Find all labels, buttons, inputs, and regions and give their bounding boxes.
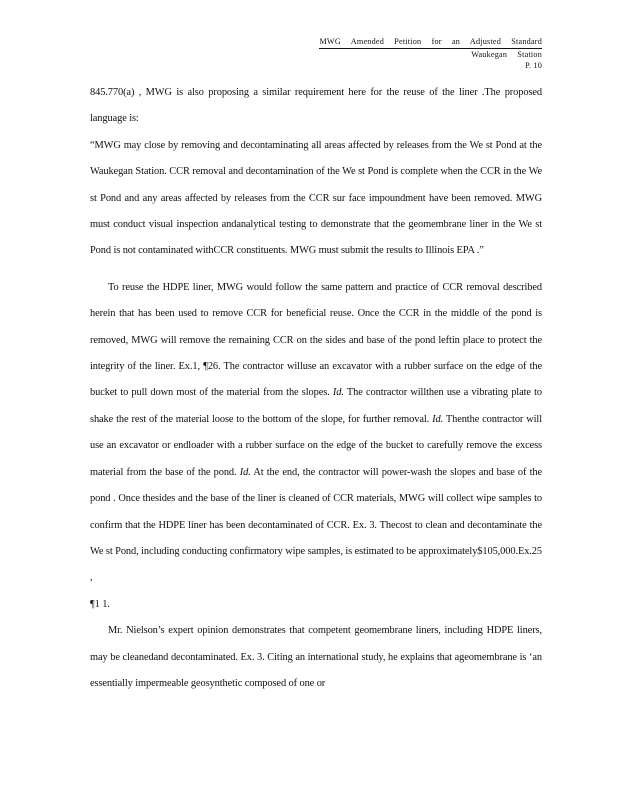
paragraph-liner-reuse-part-d: At the end, the contractor will power-wash the slopes and base of the pond . Once thesides and the base of the liner is cleaned of CCR materials, MWG will collect wipe samples to confirm that the HDPE liner has been decontaminated of CCR. Ex. 3. Thecost to clean and decontaminate the We st Pond, including conducting confirmatory wipe samples, is estimated to be approximately$105,000.Ex.25 , bbox=[90, 466, 542, 584]
paragraph-expert-opinion: Mr. Nielson’s expert opinion demonstrates that competent geomembrane liners, including HDPE liners, may be cleanedand decontaminated. Ex. 3. Citing an international study, he explains that ageomembrane is ‘an essentially impermeable geosynthetic composed of one or bbox=[90, 625, 542, 689]
citation-id: Id. bbox=[432, 413, 444, 425]
header-station: Waukegan Station bbox=[471, 50, 542, 59]
paragraph-liner-reuse bbox=[90, 275, 542, 592]
paragraph-liner-reuse-part-c: Thenthe contractor will use an excavator or endloader with a rubber surface on the edge of the bucket to carefully remove the excess material from the base of the pond. bbox=[90, 413, 542, 478]
page-number: P. 10 bbox=[525, 61, 542, 70]
paragraph-liner-reuse-part-a: To reuse the HDPE liner, MWG would follow the same pattern and practice of CCR removal described herein that has been used to remove CCR for beneficial reuse. Once the CCR in the middle of the pond is removed, MWG will remove the remaining CCR on the sides and base of the pond leftin place to protect the integrity of the liner. Ex.1, ¶26. The contractor willuse an excavator with a rubber surface on the edge of the bucket to pull down most of the material from the slopes. bbox=[90, 281, 542, 399]
paragraph-citation-end: ¶1 1. bbox=[90, 598, 110, 610]
header-title: MWG Amended Petition for an Adjusted Standard bbox=[319, 36, 542, 49]
citation-id: Id. bbox=[332, 387, 344, 399]
running-header bbox=[319, 36, 542, 71]
citation-id: Id. bbox=[239, 466, 251, 478]
document-body bbox=[90, 80, 542, 697]
block-quote: “MWG may close by removing and decontaminating all areas affected by releases from the We st Pond at the Waukegan Station. CCR removal and decontamination of the We st Pond is complete when the CCR in the We st Pond and any areas affected by releases from the CCR sur face impoundment have been removed. MWG must conduct visual inspection andanalytical testing to demonstrate that the geomembrane liner in the We st Pond is not contaminated withCCR constituents. MWG must submit the results to Illinois EPA .” bbox=[90, 139, 542, 257]
paragraph-liner-reuse-part-b: The contractor willthen use a vibrating plate to shake the rest of the material loose to the bottom of the slope, for further removal. bbox=[90, 387, 543, 425]
paragraph-intro: 845.770(a) , MWG is also proposing a similar requirement here for the reuse of the liner .The proposed language is: bbox=[90, 87, 542, 125]
